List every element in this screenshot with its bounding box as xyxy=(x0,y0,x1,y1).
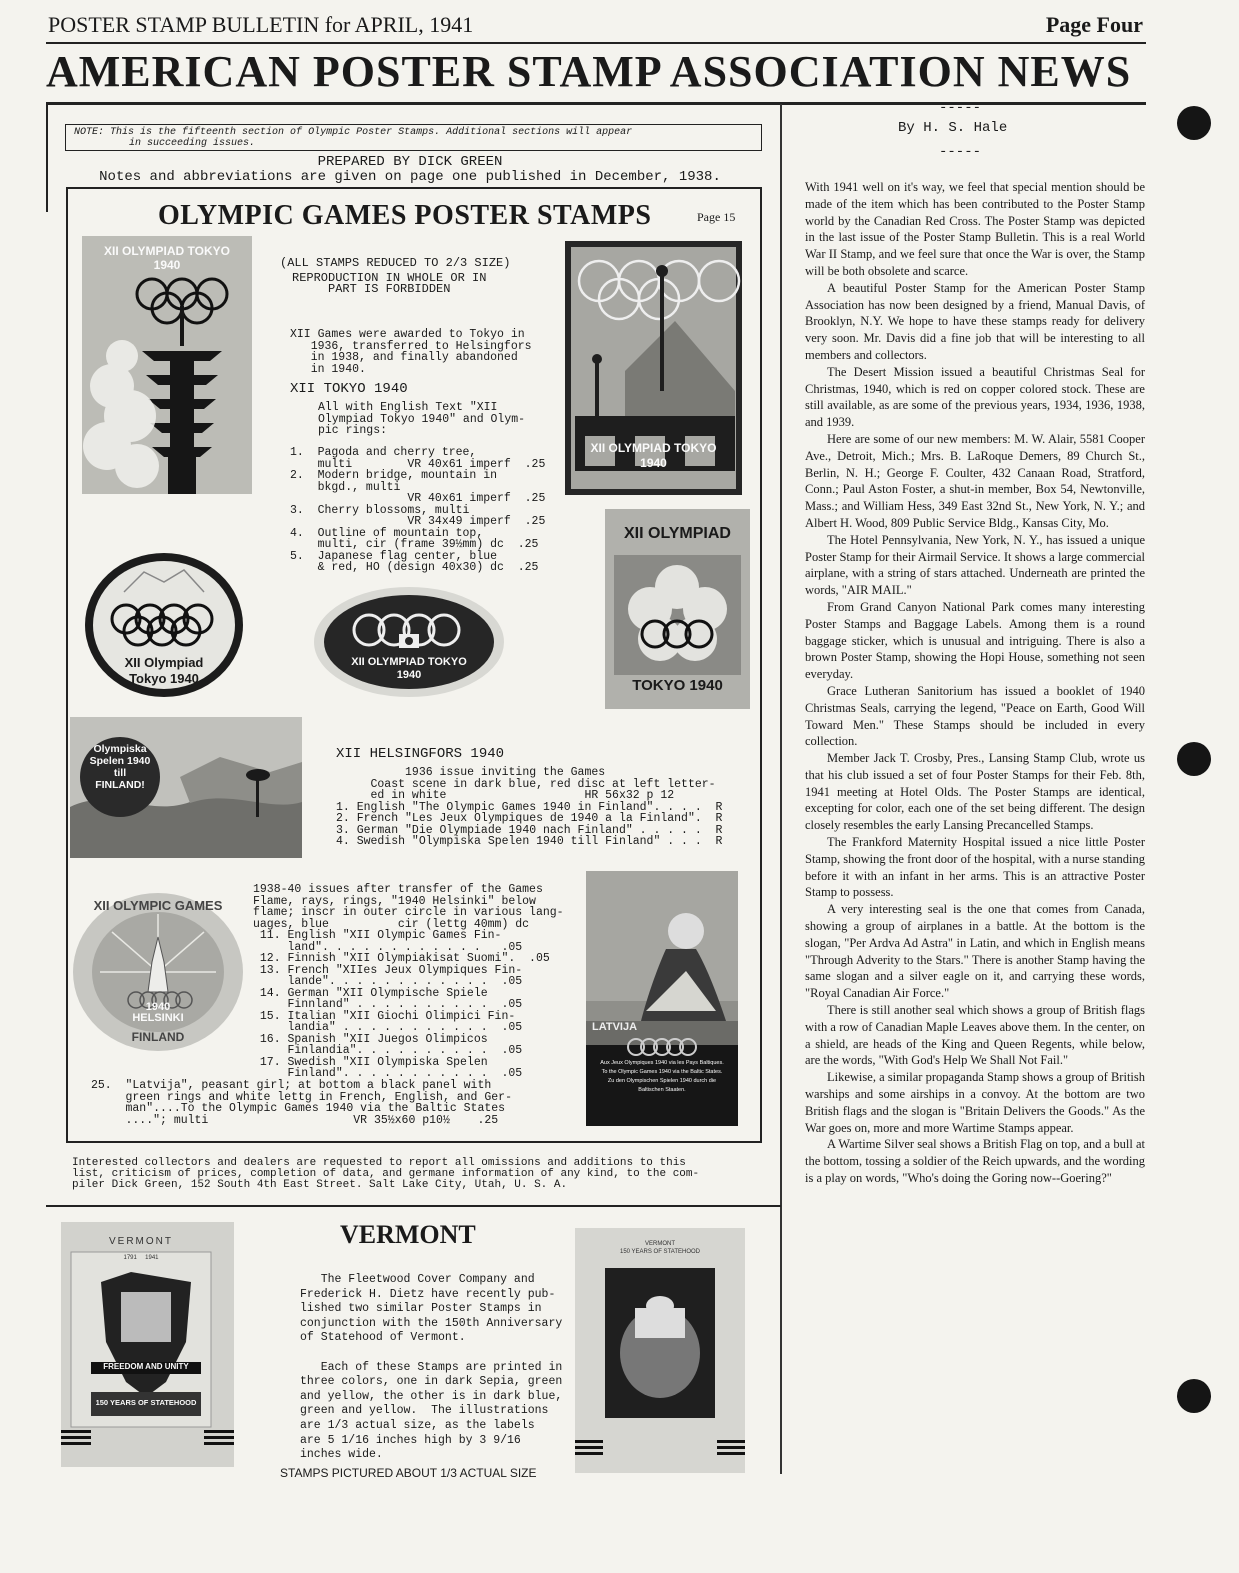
note-text: This is the fifteenth section of Olympic Poster Stamps. Additional sections will appear xyxy=(110,127,633,138)
article-paragraph: From Grand Canyon National Park comes many interesting Poster Stamps and Baggage Labels. Among them is a round baggage sticker, which is unusual and intriguing. There is also a brown Poster Stamp, showing the Hopi House, something not seen everyday. xyxy=(805,599,1145,682)
stamp-tokyo-pagoda-text: XII OLYMPIAD TOKYO 1940 xyxy=(103,244,231,272)
byline-dashes: ----- xyxy=(939,144,982,160)
article-paragraph: A Wartime Silver seal shows a British Flag on top, and a bull at the bottom, tossing a soldier of the Reich upwards, and the wording is a play on words, "Who's doing the Goring now--Goering?" xyxy=(805,1137,1145,1186)
tokyo-heading: XII TOKYO 1940 xyxy=(290,381,408,397)
article-paragraph: With 1941 well on it's way, we feel that special mention should be made of the item which has been contributed to the Poster Stamp world by the Canadian Red Cross. The Poster Stamp was depicted in the last issue of the Poster Stamp Bulletin. This is a real World War II Stamp, and we feel sure that once the War is over, the Stamp will be both obsolete and scarce. xyxy=(805,180,1145,278)
helsingfors-heading: XII HELSINGFORS 1940 xyxy=(336,746,505,762)
news-article xyxy=(805,179,1145,1187)
stamp-vermont-left-title: VERMONT xyxy=(109,1236,173,1247)
stamp-vermont-right xyxy=(575,1228,745,1473)
tokyo-subtitle: All with English Text "XII Olympiad Tokyo 1940" and Olym- pic rings: xyxy=(318,401,526,437)
stamp-tokyo-oval xyxy=(313,586,505,698)
header-rule xyxy=(46,42,1146,44)
article-paragraph: A beautiful Poster Stamp for the American Poster Stamp Association has now been designed by a friend, Manual Davis, of Brooklyn, N.Y. We hope to have these stamps ready for delivery very soon. Mr. Davis did a fine job that will be interesting to all members and collectors. xyxy=(805,280,1145,362)
stamp-helsinki-ring-text: XII OLYMPIC GAMES xyxy=(93,898,223,913)
notes-line: Notes and abbreviations are given on page one published in December, 1938. xyxy=(99,169,721,185)
article-paragraph: The Frankford Maternity Hospital issued a nice little Poster Stamp, showing the front door of the hospital, with a nurse standing before it with an infant in her arms. This is an attractive Poster Stamp to possess. xyxy=(805,835,1145,900)
stamp-vermont-left-banner: FREEDOM AND UNITY xyxy=(103,1362,189,1371)
stamp-tokyo-round xyxy=(84,552,244,699)
vermont-title: VERMONT xyxy=(340,1220,476,1249)
article-paragraph: Member Jack T. Crosby, Pres., Lansing Stamp Club, wrote us that his club issued a set of four Poster Stamps for their Feb. 8th, 1941 meeting at Hotel Olds. The Poster Stamps are identical, excepting for color, each one of the set being different. The design closely resembles the early Lansing Precancelled Stamps. xyxy=(805,751,1145,833)
stamp-latvia xyxy=(586,871,738,1126)
tokyo-list: 1. Pagoda and cherry tree, multi VR 40x61 imperf .25 2. Modern bridge, mountain in bkgd., multi VR 40x61 imperf .25 3. Cherry blossoms, multi VR 34x49 imperf .25 4. Outline of mountain top, multi, cir (frame 39½mm) dc .25 5. Japanese flag center, blue & red, HO (design 40x30) dc .25 xyxy=(290,446,546,574)
reduction-note: (ALL STAMPS REDUCED TO 2/3 SIZE) xyxy=(280,256,511,270)
finland-list: 1938-40 issues after transfer of the Games Flame, rays, rings, "1940 Helsinki" below flame; inscr in outer circle in various lang- uages, blue cir (lettg 40mm) dc 11. English "XII Olympic Games Fin- land". . . . . . . . . . . . .05 12. Finnish "XII Olympiakisat Suomi". .05 13. French "XIIes Jeux Olympiques Fin- lande". . . . . . . . . . . . .05 14. German "XII Olympische Spiele Finnland" . . . . . . . . . . .05 15. Italian "XII Giochi Olimpici Fin- landia" . . . . . . . . . . . .05 16. Spanish "XII Juegos Olimpicos Finlandia". . . . . . . . . . .05 17. Swedish "XII Olympiska Spelen Finland". . . . . . . . . . . .05 xyxy=(253,883,564,1080)
stamp-tokyo-round-text: XII Olympiad Tokyo 1940 xyxy=(124,655,204,686)
stamp-finland-text: Olympiska Spelen 1940 till FINLAND! xyxy=(89,743,151,791)
stamp-tokyo-bridge-text: XII OLYMPIAD TOKYO 1940 xyxy=(590,441,717,470)
prepared-by xyxy=(60,155,760,185)
stamp-latvia-top-text: LATVIJA xyxy=(592,1021,638,1033)
latvia-item: 25. "Latvija", peasant girl; at bottom a black panel with green rings and white lettg in French, English, and Ger- man"....To the Olympic Games 1940 via the Baltic States ...."; multi VR 35½x60 p10½ .25 xyxy=(91,1079,512,1127)
stamp-vermont-left-bottom: 150 YEARS OF STATEHOOD xyxy=(95,1398,197,1407)
vermont-text: The Fleetwood Cover Company and Frederick H. Dietz have recently pub- lished two similar Poster Stamps in conjunction with the 150th Anniversary of Statehood of Vermont. Each of these Stamps are printed in three colors, one in dark Sepia, green and yellow, the other is in dark blue, green and yellow. The illustrations are 1/3 actual size, as the labels are 5 1/16 inches high by 3 9/16 inches wide. xyxy=(300,1273,563,1462)
byline: By H. S. Hale xyxy=(898,120,1008,136)
note-text-continued: in succeeding issues. xyxy=(129,138,256,149)
note-box xyxy=(65,124,762,151)
stamp-tokyo-cherry-bottom: TOKYO 1940 xyxy=(632,677,723,694)
masthead: AMERICAN POSTER STAMP ASSOCIATION NEWS xyxy=(46,47,1132,96)
stamp-tokyo-oval-text: XII OLYMPIAD TOKYO 1940 xyxy=(351,656,467,681)
left-border xyxy=(46,102,48,212)
stamp-vermont-left-years: 1791 1941 xyxy=(123,1255,159,1261)
olympic-page-label: Page 15 xyxy=(697,210,736,224)
stamp-helsinki xyxy=(72,892,244,1052)
stamp-tokyo-pagoda xyxy=(82,236,252,494)
stamp-finland-coast xyxy=(70,717,302,858)
article-paragraph: The Desert Mission issued a beautiful Christmas Seal for Christmas, 1940, which is red on copper colored stock. These are still available, as are some of the previous years, 1934, 1936, 1938, and 1939. xyxy=(805,364,1145,430)
punch-hole xyxy=(1177,742,1211,776)
column-divider xyxy=(780,104,782,1474)
article-paragraph: Likewise, a similar propaganda Stamp shows a group of British warships and some airships in a convoy. At the bottom are two British flags and the slogan is "Britain Delivers the Goods." As the War goes on, more and more Wartime Stamps appear. xyxy=(805,1070,1145,1135)
prepared-by-line: PREPARED BY DICK GREEN xyxy=(317,154,503,170)
helsingfors-list: 1936 issue inviting the Games Coast scene in dark blue, red disc at left letter- ed in white HR 56x32 p 12 1. English "The Olympic Games 1940 in Finland". . . . R 2. French "Les Jeux Olympiques de 1940 a la Finland". R 3. German "Die Olympiade 1940 nach Finland" . . . . . R 4. Swedish "Olympiska Spelen 1940 till Finland" . . . R xyxy=(336,766,723,848)
olympic-title: OLYMPIC GAMES POSTER STAMPS xyxy=(158,200,652,231)
article-paragraph: Grace Lutheran Sanitorium has issued a booklet of 1940 Christmas Seals, carrying the legend, "Peace on Earth, Good Will Toward Men." These Stamps should be included in every collection. xyxy=(805,683,1145,749)
page-number: Page Four xyxy=(1045,12,1143,37)
article-paragraph: Here are some of our new members: M. W. Alair, 5581 Cooper Ave., Detroit, Mich.; Mrs. B. LaRoque Demers, 89 Church St., Berlin, N. H.; George F. Coulter, 432 Canaan Road, Stratford, Conn.; Paul Aston Foster, a shut-in member, Box 54, Newtonville, Mass.; and William Hess, 349 East 32nd St., New York, N. Y.; and Albert H. Wood, 809 Public Service Bldg., Kansas City, Mo. xyxy=(805,431,1145,530)
vermont-rule xyxy=(46,1205,781,1207)
stamp-tokyo-cherry-top: XII OLYMPIAD xyxy=(624,525,731,542)
stamp-tokyo-cherry xyxy=(605,509,750,709)
stamp-vermont-right-title: VERMONT 150 YEARS OF STATEHOOD xyxy=(619,1241,701,1255)
bulletin-title: POSTER STAMP BULLETIN for APRIL, 1941 xyxy=(48,12,474,37)
article-paragraph: A very interesting seal is the one that comes from Canada, showing a group of airplanes in a battle. At the bottom is the slogan, "Per Ardva Ad Astra" in Latin, and which in English means "Through Adverity to the Stars." There is another Stamp having the same slogan and a silver eagle on it, and carrying these words, "Royal Canadian Air Force." xyxy=(805,902,1145,1001)
stamp-tokyo-bridge xyxy=(565,241,742,495)
stamp-vermont-left xyxy=(61,1222,234,1467)
olympic-footer: Interested collectors and dealers are requested to report all omissions and additions to this list, criticism of prices, completion of data, and germane information of any kind, to the com- piler Dick Green, 152 South 4th East Street. Salt Lake City, Utah, U. S. A. xyxy=(72,1157,700,1191)
stamp-helsinki-bottom-text: FINLAND xyxy=(131,1030,185,1044)
reproduction-note: REPRODUCTION IN WHOLE OR IN PART IS FORBIDDEN xyxy=(292,271,487,296)
vermont-caption: STAMPS PICTURED ABOUT 1/3 ACTUAL SIZE xyxy=(280,1466,537,1480)
note-label: NOTE: xyxy=(74,127,105,138)
stamp-latvia-panel-text: Aux Jeux Olympiques 1940 via les Pays Baltiques. To the Olympic Games 1940 via the Baltic States. Zu den Olympischen Spielen 1940 durch die Baltischen Staaten. xyxy=(600,1060,724,1093)
punch-hole xyxy=(1177,1379,1211,1413)
stamp-helsinki-center-text: 1940 HELSINKI xyxy=(132,1001,184,1024)
byline-dashes: ----- xyxy=(939,100,982,116)
tokyo-intro: XII Games were awarded to Tokyo in 1936, transferred to Helsingfors in 1938, and finally abandoned in 1940. xyxy=(290,328,532,376)
article-paragraph: The Hotel Pennsylvania, New York, N. Y., has issued a unique Poster Stamp for their Airmail Service. It shows a large commercial airplane, with a string of stars attached. Underneath are printed the words, "AIR MAIL." xyxy=(805,532,1145,598)
punch-hole xyxy=(1177,106,1211,140)
article-paragraph: There is still another seal which shows a group of British flags with a row of Canadian Maple Leaves above them. In the center, on a shield, are heads of the King and Queen Regents, while below, are the words, "With God's Help We Shall Not Fail." xyxy=(805,1003,1145,1068)
